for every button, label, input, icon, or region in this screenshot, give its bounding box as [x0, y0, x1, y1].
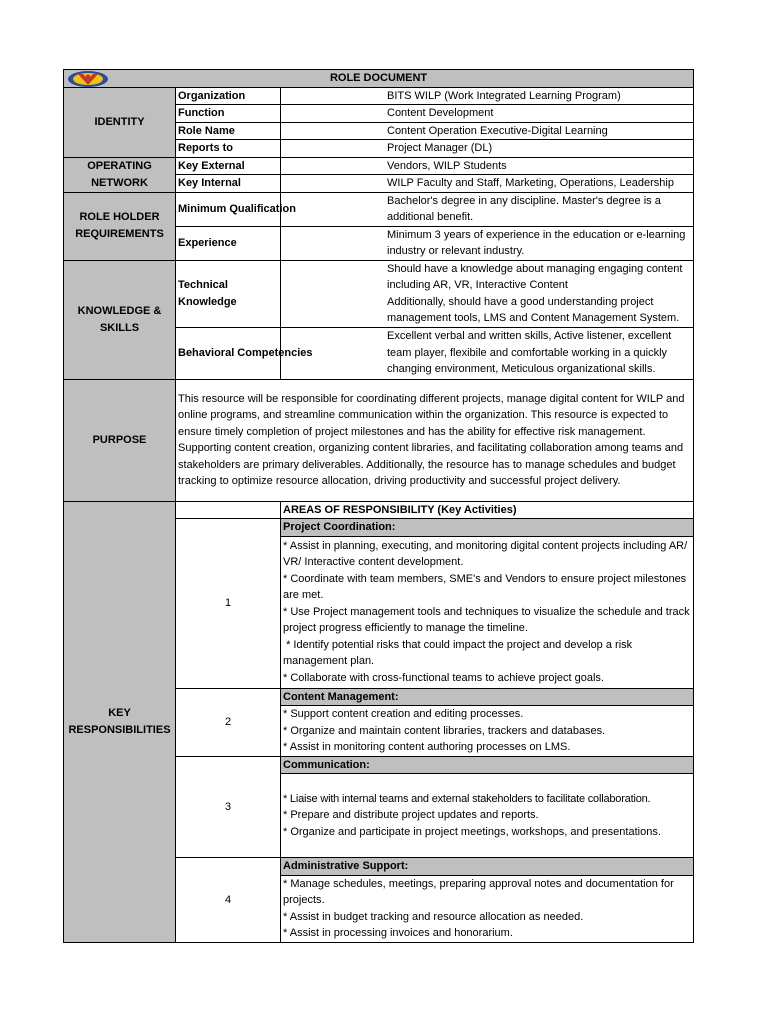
requirements-section: ROLE HOLDER REQUIREMENTS — [64, 192, 176, 260]
requirements-label-qualification: Minimum Qualification — [176, 192, 281, 226]
list-item: * Assist in monitoring content authoring processes on LMS. — [283, 741, 571, 753]
responsibilities-header-spacer — [176, 501, 281, 519]
list-item: * Identify potential risks that could impact the project and develop a risk management plan. — [283, 638, 636, 668]
area-2-items — [281, 706, 694, 757]
identity-value-function: Content Development — [281, 105, 694, 123]
network-label-internal: Key Internal — [176, 175, 281, 193]
area-4-title: Administrative Support: — [281, 858, 694, 876]
list-item: * Liaise with internal teams and external stakeholders to facilitate collaboration. — [283, 792, 651, 805]
list-item: * Organize and participate in project meetings, workshops, and presentations. — [283, 825, 661, 838]
network-label-external: Key External — [176, 157, 281, 175]
area-4-items — [281, 875, 694, 942]
area-3-items — [281, 774, 694, 858]
list-item: * Use Project management tools and techniques to visualize the schedule and track project progress efficiently to manage the timeline. — [283, 605, 690, 635]
responsibilities-header: AREAS OF RESPONSIBILITY (Key Activities) — [281, 501, 694, 519]
list-item: * Prepare and distribute project updates and reports. — [283, 809, 539, 822]
purpose-section: PURPOSE — [64, 379, 176, 501]
identity-value-reports-to: Project Manager (DL) — [281, 140, 694, 158]
identity-label-role-name: Role Name — [176, 122, 281, 140]
list-item: * Organize and maintain content libraries, trackers and databases. — [283, 724, 606, 737]
identity-label-reports-to: Reports to — [176, 140, 281, 158]
list-item: * Collaborate with cross-functional teams to achieve project goals. — [283, 671, 604, 684]
document-title: ROLE DOCUMENT — [329, 72, 428, 84]
list-item: * Manage schedules, meetings, preparing approval notes and documentation for projects. — [283, 877, 674, 906]
list-item: * Assist in planning, executing, and monitoring digital content projects including AR/ VR/ Interactive content development. — [283, 539, 688, 569]
area-1-number: 1 — [176, 519, 281, 689]
list-item: * Support content creation and editing processes. — [283, 708, 524, 720]
area-3-number: 3 — [176, 756, 281, 858]
bits-logo-icon — [66, 70, 110, 88]
identity-label-function: Function — [176, 105, 281, 123]
document-title-cell — [64, 70, 694, 88]
knowledge-value-behavioral: Excellent verbal and written skills, Active listener, excellent team player, flexibile and comfortable working in a quickly changing environment, Meticulous organizational skills. — [281, 327, 694, 379]
identity-section: IDENTITY — [64, 87, 176, 157]
knowledge-value-technical: Should have a knowledge about managing engaging content including AR, VR, Interactive Content Additionally, should have a good understanding project management tools, LMS and Content Management System. — [281, 260, 694, 327]
list-item: * Coordinate with team members, SME's and Vendors to ensure project milestones are met. — [283, 572, 687, 602]
knowledge-label-technical: Technical Knowledge — [176, 260, 281, 327]
identity-value-role-name: Content Operation Executive-Digital Learning — [281, 122, 694, 140]
area-2-number: 2 — [176, 688, 281, 756]
purpose-text: This resource will be responsible for coordinating different projects, manage digital content for WILP and online programs, and streamline communication within the organization. This resource is expected to ensure timely completion of project milestones and has the ability for effective risk management. Supporting content creation, organizing content libraries, and facilitating collaboration among teams and stakeholders are primary deliverables. Additionally, the resource has to manage schedules and budget tracking to optimize resource allocation, driving productivity and successful project delivery. — [176, 379, 694, 501]
area-1-title: Project Coordination: — [281, 519, 694, 537]
area-1-items — [281, 536, 694, 688]
knowledge-section: KNOWLEDGE & SKILLS — [64, 260, 176, 379]
network-value-external: Vendors, WILP Students — [281, 157, 694, 175]
list-item: * Assist in processing invoices and honorarium. — [283, 927, 513, 939]
role-document-table — [63, 69, 694, 943]
requirements-label-experience: Experience — [176, 226, 281, 260]
requirements-value-qualification: Bachelor's degree in any discipline. Master's degree is a additional benefit. — [281, 192, 694, 226]
role-document — [63, 69, 693, 943]
responsibilities-section: KEY RESPONSIBILITIES — [64, 501, 176, 942]
area-2-title: Content Management: — [281, 688, 694, 706]
network-section: OPERATING NETWORK — [64, 157, 176, 192]
list-item: * Assist in budget tracking and resource allocation as needed. — [283, 910, 584, 923]
requirements-value-experience: Minimum 3 years of experience in the education or e-learning industry or relevant industry. — [281, 226, 694, 260]
network-value-internal: WILP Faculty and Staff, Marketing, Operations, Leadership — [281, 175, 694, 193]
identity-value-organization: BITS WILP (Work Integrated Learning Program) — [281, 87, 694, 105]
area-3-title: Communication: — [281, 756, 694, 774]
identity-label-organization: Organization — [176, 87, 281, 105]
area-4-number: 4 — [176, 858, 281, 943]
knowledge-label-behavioral: Behavioral Competencies — [176, 327, 281, 379]
